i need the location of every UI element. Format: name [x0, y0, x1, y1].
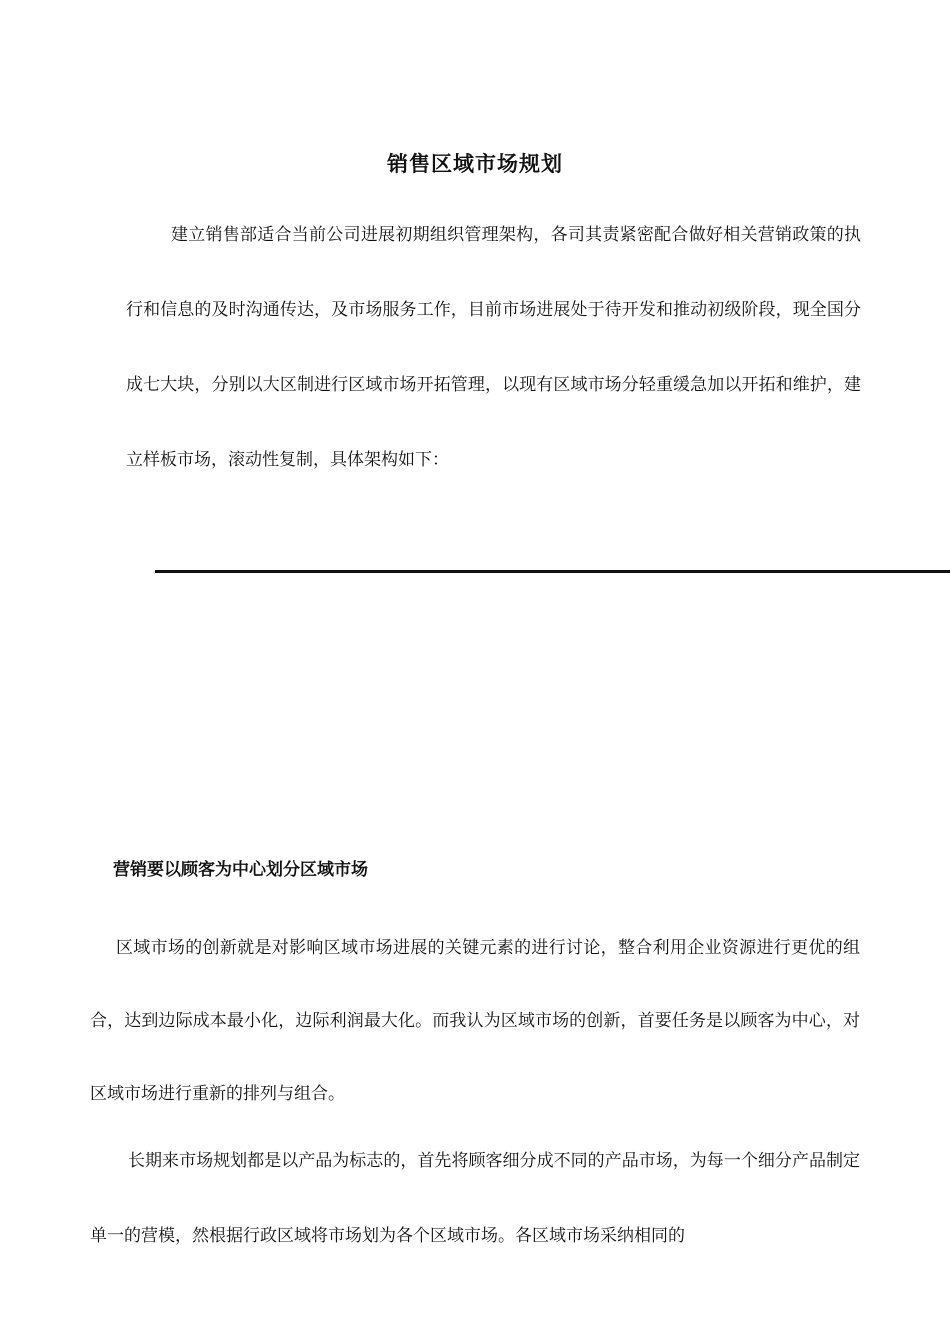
intro-paragraph: 建立销售部适合当前公司进展初期组织管理架构，各司其责紧密配合做好相关营销政策的执行和信息的及时沟通传达，及市场服务工作，目前市场进展处于待开发和推动初级阶段，现全国分成七大块，分别以大区制进行区域市场开拓管理，以现有区域市场分轻重缓急加以开拓和维护，建立样板市场，滚动性复制，具体架构如下： [126, 225, 861, 470]
section-heading: 营销要以顾客为中心划分区域市场 [113, 860, 368, 880]
document-title: 销售区域市场规划 [387, 152, 563, 177]
section-paragraph-2: 长期来市场规划都是以产品为标志的，首先将顾客细分成不同的产品市场，为每一个细分产品制定单一的营模，然根据行政区域将市场划为各个区域市场。各区域市场采纳相同的 [90, 1151, 860, 1246]
section-divider [155, 570, 950, 573]
section-paragraph-1: 区域市场的创新就是对影响区域市场进展的关键元素的进行讨论，整合利用企业资源进行更优的组合，达到边际成本最小化，边际利润最大化。而我认为区域市场的创新，首要任务是以顾客为中心，对区域市场进行重新的排列与组合。 [90, 938, 860, 1104]
